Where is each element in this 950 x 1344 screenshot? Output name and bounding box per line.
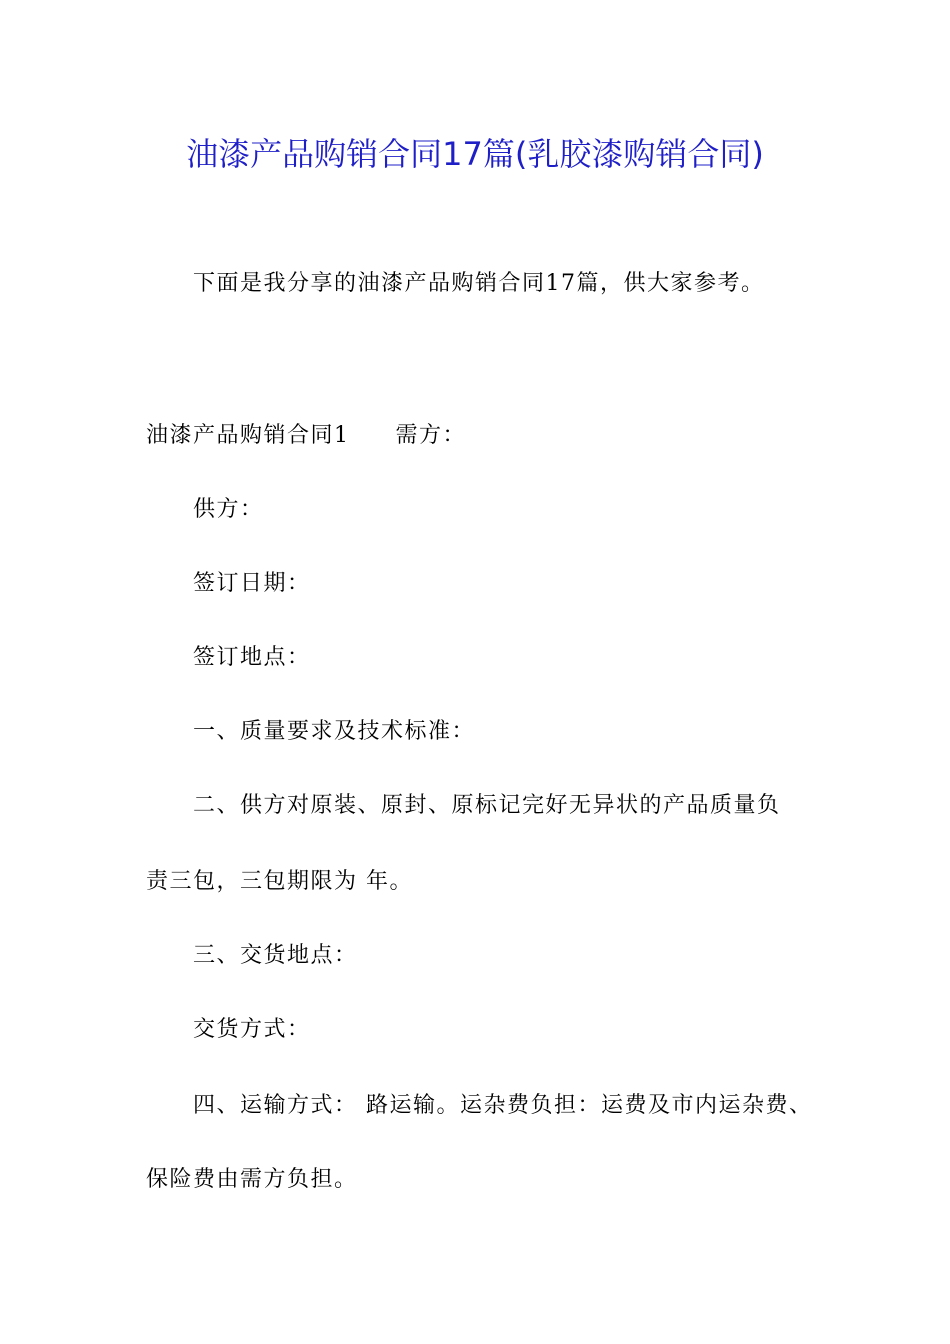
sign-date-label: 签订日期： — [193, 571, 311, 596]
clause-2-line-1: 二、供方对原装、原封、原标记完好无异状的产品质量负 — [193, 793, 781, 818]
intro-paragraph: 下面是我分享的油漆产品购销合同17篇，供大家参考。 — [193, 271, 765, 296]
supplier-label: 供方： — [193, 497, 264, 522]
clause-3: 三、交货地点： — [193, 943, 358, 968]
delivery-method-label: 交货方式： — [193, 1017, 311, 1042]
clause-2-line-2: 责三包，三包期限为 年。 — [146, 869, 413, 894]
clause-4-line-2: 保险费由需方负担。 — [146, 1167, 358, 1192]
clause-4-line-1: 四、运输方式： 路运输。运杂费负担：运费及市内运杂费、 — [193, 1093, 813, 1118]
section-heading-line — [146, 420, 466, 452]
sign-place-label: 签订地点： — [193, 645, 311, 670]
section-heading: 油漆产品购销合同1 — [146, 423, 350, 448]
document-title: 油漆产品购销合同17篇(乳胶漆购销合同) — [186, 135, 764, 173]
buyer-label: 需方： — [395, 423, 467, 448]
clause-1: 一、质量要求及技术标准： — [193, 719, 476, 744]
